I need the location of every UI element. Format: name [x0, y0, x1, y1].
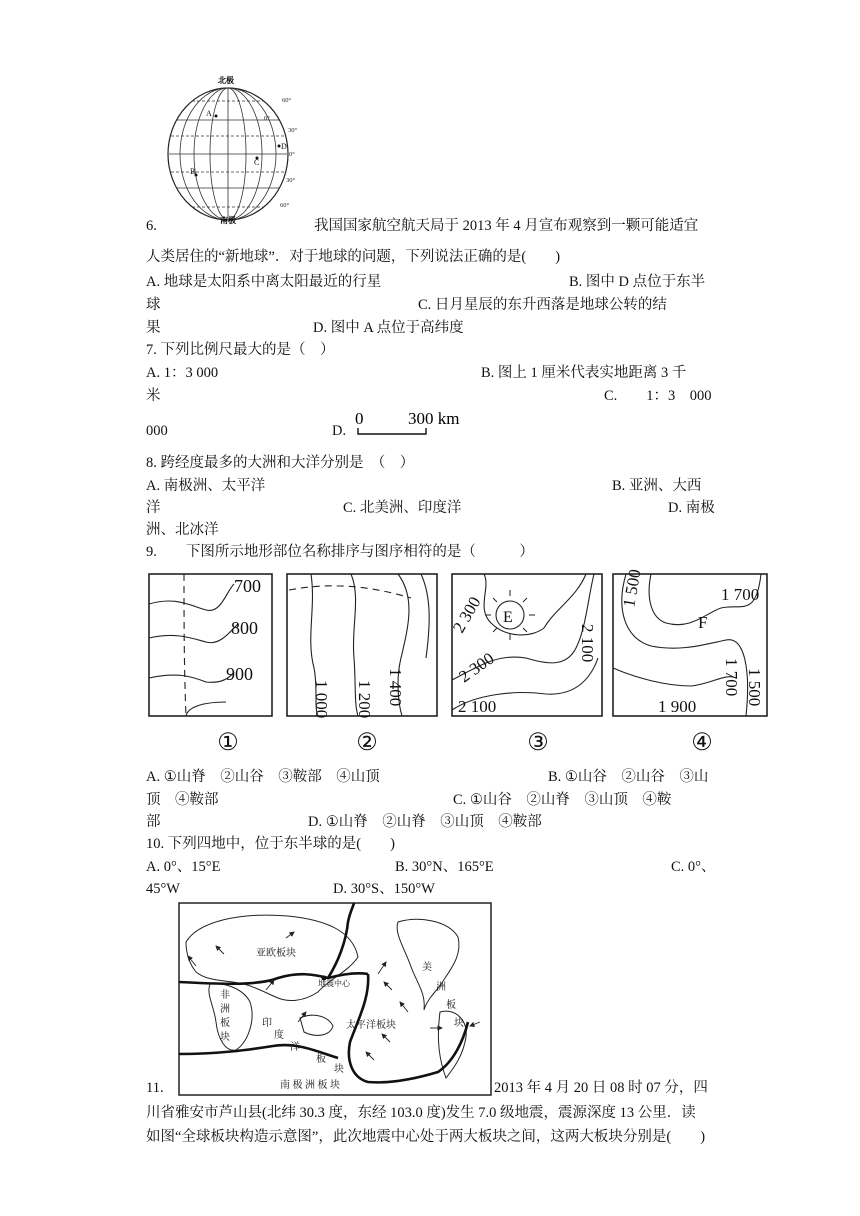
panel-number-2: ②	[356, 730, 378, 756]
q7-stem: 7. 下列比例尺最大的是（ ）	[146, 342, 335, 358]
q8-option-b-cont: 洋	[146, 500, 161, 516]
q9-option-b: B. ①山谷 ②山谷 ③山	[548, 769, 709, 785]
indo-plate-char-1: 印	[262, 1018, 272, 1029]
q11-number: 11.	[146, 1080, 164, 1096]
q9-option-b-cont: 顶 ④鞍部	[146, 792, 219, 808]
q9-option-c: C. ①山谷 ②山脊 ③山顶 ④鞍	[453, 792, 672, 808]
plate-tectonics-map	[178, 902, 492, 1096]
q10-option-c: C. 0°、	[671, 859, 716, 875]
point-b-label: B	[190, 167, 196, 176]
q10-option-a: A. 0°、15°E	[146, 859, 221, 875]
q7-option-c-cont: 000	[146, 423, 168, 439]
q6-option-c: C. 日月星辰的东升西落是地球公转的结	[418, 297, 667, 313]
q8-option-a: A. 南极洲、太平洋	[146, 478, 266, 494]
antarctic-plate-label: 南 极 洲 板 块	[280, 1080, 340, 1091]
q11-stem-line1: 2013 年 4 月 20 日 08 时 07 分，四	[494, 1080, 708, 1096]
q6-stem-line1: 我国国家航空航天局于 2013 年 4 月宣布观察到一颗可能适宜	[314, 218, 699, 234]
point-d-label: D	[281, 142, 287, 151]
q6-option-c-cont: 果	[146, 320, 161, 336]
p3-label-2300-b: 2 300	[455, 648, 498, 687]
p4-label-1700-b: 1 700	[722, 658, 741, 697]
q8-option-b: B. 亚洲、大西	[612, 478, 702, 494]
american-plate-char-4: 块	[454, 1018, 464, 1029]
q6-number: 6.	[146, 218, 157, 234]
lat-label-30n: 30°	[288, 127, 298, 134]
lat-label-60n: 60°	[282, 97, 292, 104]
q6-option-b: B. 图中 D 点位于东半	[569, 274, 706, 290]
q11-stem-line2: 川省雅安市芦山县(北纬 30.3 度，东经 103.0 度)发生 7.0 级地震，震源深度 13 公里．读	[146, 1105, 696, 1121]
p1-label-800: 800	[231, 618, 258, 638]
q6-stem-line2: 人类居住的“新地球”．对于地球的问题，下列说法正确的是( )	[146, 249, 561, 265]
q10-option-c-cont: 45°W	[146, 881, 180, 897]
q7-option-b-cont: 米	[146, 388, 161, 404]
american-plate-char-3: 板	[446, 1000, 456, 1011]
p4-label-1500-a: 1 500	[619, 567, 645, 609]
q7-option-a: A. 1：3 000	[146, 365, 219, 381]
p3-label-2100-a: 2 100	[578, 624, 597, 663]
q9-option-d: D. ①山脊 ②山脊 ③山顶 ④鞍部	[308, 814, 542, 830]
q9-option-c-cont: 部	[146, 814, 161, 830]
indo-plate-char-5: 块	[334, 1064, 344, 1075]
q10-stem: 10. 下列四地中，位于东半球的是( )	[146, 836, 395, 852]
american-plate-char-1: 美	[422, 962, 432, 973]
q7-option-b: B. 图上 1 厘米代表实地距离 3 千	[481, 365, 687, 381]
p3-label-2100-b: 2 100	[458, 697, 497, 716]
indo-plate-char-4: 板	[316, 1054, 326, 1065]
scale-zero-label: 0	[355, 409, 364, 428]
north-pole-label: 北极	[218, 76, 234, 85]
q8-stem: 8. 跨经度最多的大洲和大洋分别是 （ ）	[146, 455, 415, 471]
p3-label-2300-a: 2 300	[449, 593, 485, 636]
african-plate-char-4: 块	[220, 1032, 230, 1043]
q9-option-a: A. ①山脊 ②山谷 ③鞍部 ④山顶	[146, 769, 380, 785]
p4-label-1700-a: 1 700	[721, 585, 760, 604]
quake-center-label: 地震中心	[318, 979, 350, 988]
pacific-plate-label: 太平洋板块	[346, 1020, 396, 1031]
indo-plate-char-2: 度	[274, 1030, 284, 1041]
p4-label-f: F	[698, 613, 708, 632]
q6-option-b-cont: 球	[146, 297, 161, 313]
p4-label-1900: 1 900	[658, 697, 697, 716]
meridian-label: 0°	[264, 115, 270, 122]
p4-label-1500-b: 1 500	[745, 668, 764, 707]
q6-option-d: D. 图中 A 点位于高纬度	[313, 320, 464, 336]
south-pole-label: 南极	[220, 216, 236, 225]
q7-option-c: C. 1：3 000	[604, 388, 712, 404]
lat-label-30s: 30°	[286, 177, 296, 184]
point-a-label: A	[206, 109, 212, 118]
african-plate-char-1: 非	[220, 990, 230, 1001]
q9-stem: 9. 下图所示地形部位名称排序与图序相符的是（ ）	[146, 544, 534, 560]
globe-diagram	[168, 74, 298, 224]
indo-plate-char-3: 洋	[290, 1042, 300, 1053]
p2-label-1200: 1 200	[355, 680, 374, 719]
panel-number-4: ④	[691, 730, 713, 756]
scale-value-label: 300 km	[408, 409, 460, 428]
p1-label-900: 900	[226, 664, 253, 684]
q10-option-d: D. 30°S、150°W	[333, 881, 435, 897]
p2-label-1400: 1 400	[386, 668, 405, 707]
lat-label-60s: 60°	[280, 202, 290, 209]
q7-option-d: D.	[332, 423, 347, 439]
lat-label-0: 0°	[289, 151, 295, 158]
point-c-label: C	[254, 158, 260, 167]
p3-label-e: E	[503, 609, 513, 626]
contour-maps	[146, 568, 770, 754]
p1-label-700: 700	[234, 576, 261, 596]
scale-bar	[354, 408, 460, 438]
q10-option-b: B. 30°N、165°E	[395, 859, 494, 875]
q8-option-d-cont: 洲、北冰洋	[146, 522, 219, 538]
q11-stem-line3: 如图“全球板块构造示意图”，此次地震中心处于两大板块之间，这两大板块分别是( )	[146, 1129, 706, 1145]
eurasian-plate-label: 亚欧板块	[256, 948, 296, 959]
q8-option-d: D. 南极	[668, 500, 715, 516]
american-plate-char-2: 洲	[436, 982, 446, 993]
african-plate-char-2: 洲	[220, 1004, 230, 1015]
panel-number-3: ③	[527, 730, 549, 756]
p2-label-1000: 1 000	[312, 680, 331, 719]
african-plate-char-3: 板	[220, 1018, 230, 1029]
q8-option-c: C. 北美洲、印度洋	[343, 500, 462, 516]
panel-number-1: ①	[217, 730, 239, 756]
q6-option-a: A. 地球是太阳系中离太阳最近的行星	[146, 274, 382, 290]
